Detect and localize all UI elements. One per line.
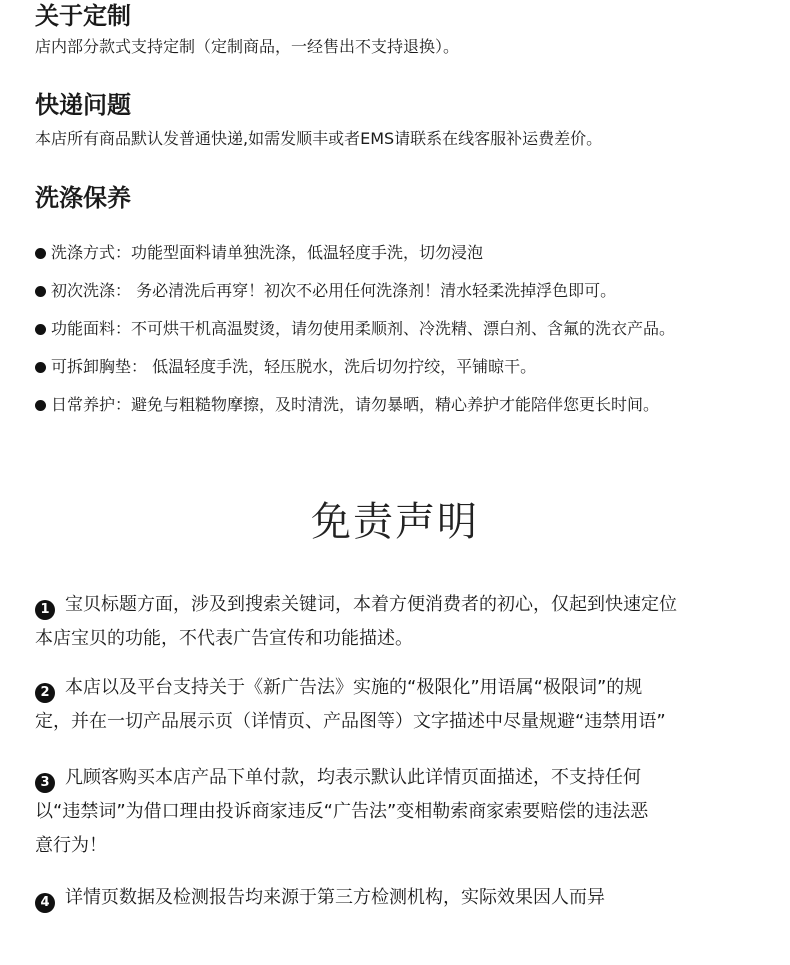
disclaimer-title: 免责声明 <box>311 499 479 545</box>
shipping-section <box>35 89 770 150</box>
list-item <box>35 310 770 348</box>
bullet-dot-icon <box>35 400 46 411</box>
disclaimer-item-2 <box>35 671 770 739</box>
number-circle-icon: 1 <box>35 600 55 620</box>
list-item <box>35 234 770 272</box>
disclaimer-line: 定，并在一切产品展示页（详情页、产品图等）文字描述中尽量规避“违禁用语” <box>35 711 666 732</box>
list-item <box>35 386 770 424</box>
disclaimer-text: 详情页数据及检测报告均来源于第三方检测机构，实际效果因人而异 <box>65 887 605 908</box>
disclaimer-item-1 <box>35 588 770 656</box>
disclaimer-line: 以“违禁词”为借口理由投诉商家违反“广告法”变相勒索商家索要赔偿的违法恶 <box>35 801 649 822</box>
number-circle-icon: 2 <box>35 683 55 703</box>
number-circle-icon: 3 <box>35 773 55 793</box>
care-section <box>35 182 770 424</box>
list-item <box>35 272 770 310</box>
bullet-dot-icon <box>35 324 46 335</box>
number-circle-icon: 4 <box>35 893 55 913</box>
disclaimer-item-4 <box>35 881 770 915</box>
disclaimer-text: 本店以及平台支持关于《新广告法》实施的“极限化”用语属“极限词”的规 <box>65 677 643 698</box>
disclaimer-item-3 <box>35 761 770 863</box>
bullet-dot-icon <box>35 362 46 373</box>
custom-text: 店内部分款式支持定制（定制商品，一经售出不支持退换）。 <box>35 37 460 56</box>
care-item-text: 初次洗涤： 务必清洗后再穿！初次不必用任何洗涤剂！清水轻柔洗掉浮色即可。 <box>51 281 617 300</box>
disclaimer-line <box>35 881 770 915</box>
bullet-dot-icon <box>35 248 46 259</box>
bullet-dot-icon <box>35 286 46 297</box>
shipping-text: 本店所有商品默认发普通快递,如需发顺丰或者EMS请联系在线客服补运费差价。 <box>35 129 603 148</box>
disclaimer-line: 意行为！ <box>35 835 107 856</box>
care-item-text: 洗涤方式：功能型面料请单独洗涤，低温轻度手洗，切勿浸泡 <box>51 243 484 262</box>
disclaimer-text: 凡顾客购买本店产品下单付款，均表示默认此详情页面描述，不支持任何 <box>65 767 641 788</box>
disclaimer-text: 宝贝标题方面，涉及到搜索关键词，本着方便消费者的初心，仅起到快速定位 <box>65 594 677 615</box>
custom-title: 关于定制 <box>35 2 131 30</box>
disclaimer-line <box>35 588 770 622</box>
list-item <box>35 348 770 386</box>
care-title: 洗涤保养 <box>35 184 131 212</box>
shipping-title: 快递问题 <box>35 91 131 119</box>
care-item-text: 可拆卸胸垫： 低温轻度手洗，轻压脱水，洗后切勿拧绞，平铺晾干。 <box>51 357 537 376</box>
care-item-text: 日常养护：避免与粗糙物摩擦，及时清洗，请勿暴晒，精心养护才能陪伴您更长时间。 <box>51 395 660 414</box>
disclaimer-line: 本店宝贝的功能，不代表广告宣传和功能描述。 <box>35 628 413 649</box>
care-item-text: 功能面料：不可烘干机高温熨烫，请勿使用柔顺剂、冷洗精、漂白剂、含氟的洗衣产品。 <box>51 319 676 338</box>
disclaimer-line <box>35 761 770 795</box>
custom-section <box>35 0 770 58</box>
disclaimer-line <box>35 671 770 705</box>
care-list <box>35 234 770 424</box>
